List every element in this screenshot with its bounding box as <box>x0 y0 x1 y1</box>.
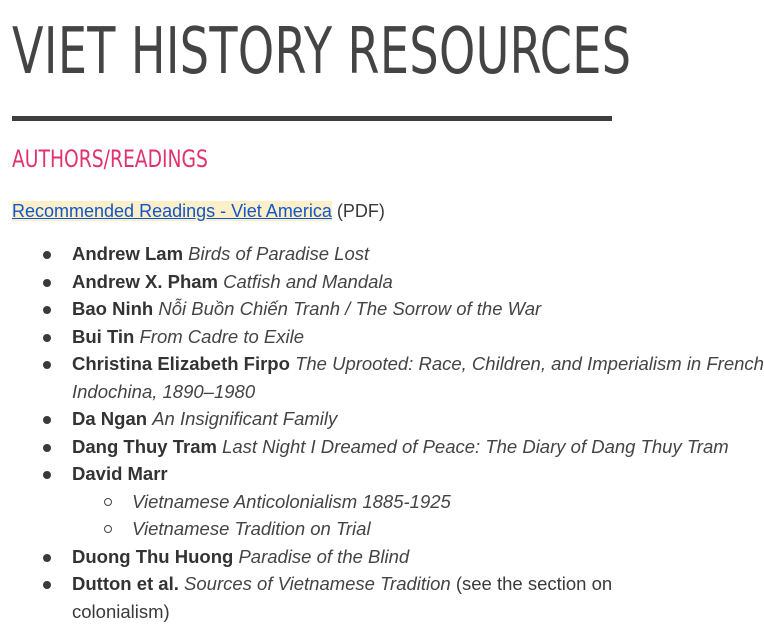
list-item <box>0 543 612 571</box>
author-name: Bui Tin <box>72 325 140 347</box>
recommended-readings-line <box>12 199 385 223</box>
bullet-icon <box>43 581 51 589</box>
bullet-icon <box>43 251 51 259</box>
bullet-icon <box>43 361 51 369</box>
book-title: Catfish and Mandala <box>223 270 393 292</box>
list-item <box>0 460 612 543</box>
list-item <box>0 405 612 433</box>
bullet-icon <box>43 471 51 479</box>
book-title: Paradise of the Blind <box>238 545 410 567</box>
bullet-icon <box>43 444 51 452</box>
sub-list-item <box>72 515 612 543</box>
book-title: An Insignificant Family <box>152 408 338 429</box>
book-title: Vietnamese Anticolonialism 1885-1925 <box>132 490 451 512</box>
pdf-label: (PDF) <box>331 201 385 221</box>
book-title: Nỗi Buồn Chiến Tranh / The Sorrow of the War <box>158 298 542 319</box>
readings-list <box>0 240 764 625</box>
list-item <box>0 323 612 351</box>
book-title-continued: Indochina, 1890–1980 <box>72 380 256 402</box>
reading-note-continued: colonialism) <box>72 600 170 622</box>
author-name: Dutton et al. <box>72 573 185 594</box>
title-divider <box>12 116 612 121</box>
bullet-icon <box>43 416 51 424</box>
list-item <box>0 240 612 268</box>
author-name: Andrew Lam <box>72 243 189 264</box>
hollow-bullet-icon <box>104 525 112 533</box>
list-item <box>0 268 612 296</box>
book-title: The Uprooted: Race, Children, and Imperialism in French <box>295 353 764 374</box>
bullet-icon <box>43 306 51 314</box>
list-item <box>0 570 612 625</box>
page-title: VIET HISTORY RESOURCES <box>12 15 632 89</box>
book-title: Sources of Vietnamese Tradition <box>184 573 451 594</box>
author-name: Da Ngan <box>72 408 153 429</box>
bullet-icon <box>43 554 51 562</box>
author-name: Andrew X. Pham <box>72 270 224 292</box>
section-heading: AUTHORS/READINGS <box>12 145 208 173</box>
book-title: Birds of Paradise Lost <box>188 243 370 264</box>
list-item <box>0 350 764 405</box>
sub-list <box>72 488 612 543</box>
bullet-icon <box>43 334 51 342</box>
reading-note: (see the section on <box>450 573 613 594</box>
hollow-bullet-icon <box>104 498 112 506</box>
list-item <box>0 295 612 323</box>
recommended-readings-link[interactable]: Recommended Readings - Viet America <box>12 201 332 221</box>
bullet-icon <box>43 279 51 287</box>
author-name: Christina Elizabeth Firpo <box>72 353 296 374</box>
author-name: David Marr <box>72 463 168 484</box>
book-title: Vietnamese Tradition on Trial <box>132 518 371 539</box>
sub-list-item <box>72 488 612 516</box>
book-title: Last Night I Dreamed of Peace: The Diary of Dang Thuy Tram <box>222 435 729 457</box>
book-title: From Cadre to Exile <box>139 325 304 347</box>
author-name: Duong Thu Huong <box>72 545 239 567</box>
list-item <box>0 433 729 461</box>
author-name: Dang Thuy Tram <box>72 435 223 457</box>
author-name: Bao Ninh <box>72 298 159 319</box>
